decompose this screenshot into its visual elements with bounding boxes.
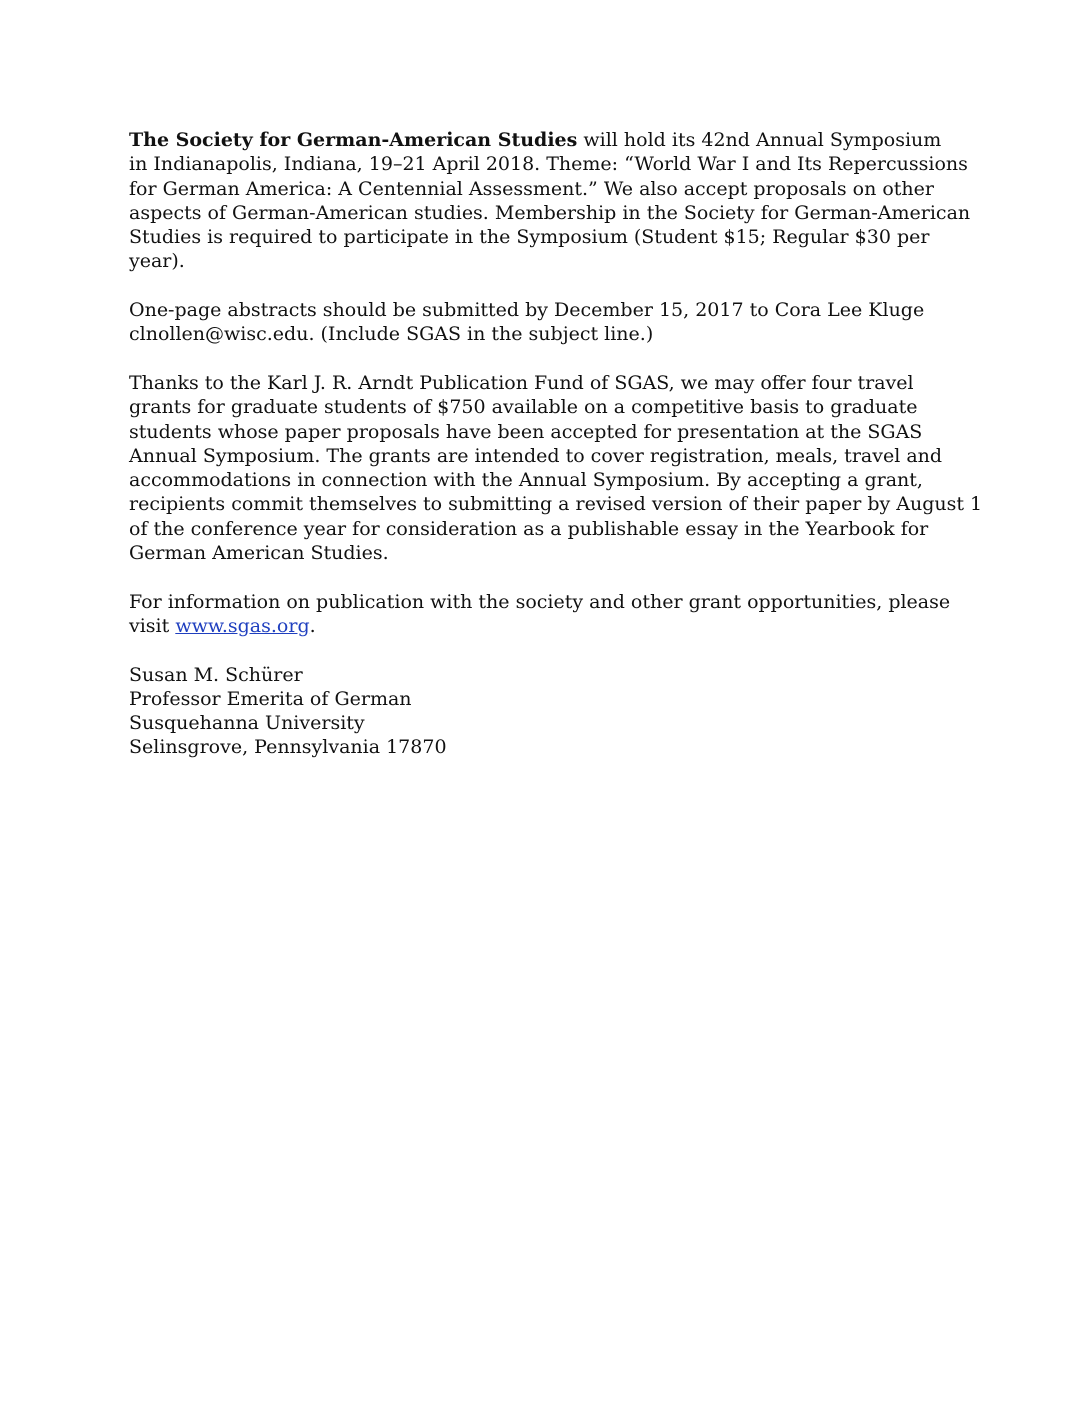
intro-line-1-rest: will hold its 42nd Annual Symposium — [577, 129, 942, 151]
abstracts-line-1: One-page abstracts should be submitted by December 15, 2017 to Cora Lee Kluge — [129, 299, 925, 322]
info-line-2 — [129, 614, 959, 638]
signature-institution: Susquehanna University — [129, 712, 365, 735]
grants-line-6: recipients commit themselves to submitting a revised version of their paper by August 1 — [129, 493, 983, 516]
grants-line-8: German American Studies. — [129, 542, 389, 565]
sgas-website-link[interactable]: www.sgas.org — [175, 614, 310, 637]
grants-line-7: of the conference year for consideration as a publishable essay in the Yearbook for — [129, 517, 929, 540]
abstracts-paragraph — [129, 298, 959, 347]
info-paragraph — [129, 590, 959, 639]
info-line-2-suffix: . — [309, 614, 316, 637]
signature-location: Selinsgrove, Pennsylvania 17870 — [129, 736, 447, 759]
info-visit-prefix: visit — [129, 614, 176, 637]
grants-line-4: Annual Symposium. The grants are intended to cover registration, meals, travel and — [129, 444, 943, 467]
intro-line-4: aspects of German-American studies. Membership in the Society for German-American — [129, 201, 971, 224]
document-page — [129, 128, 983, 760]
grants-paragraph — [129, 371, 983, 565]
intro-paragraph — [129, 128, 971, 274]
info-line-1: For information on publication with the society and other grant opportunities, please — [129, 590, 951, 613]
abstracts-line-2: clnollen@wisc.edu. (Include SGAS in the subject line.) — [129, 323, 654, 346]
intro-line-6: year). — [129, 250, 185, 273]
intro-line-5: Studies is required to participate in the Symposium (Student $15; Regular $30 per — [129, 226, 930, 249]
org-name: The Society for German-American Studies — [129, 129, 578, 151]
grants-line-5: accommodations in connection with the Annual Symposium. By accepting a grant, — [129, 469, 923, 492]
grants-line-1: Thanks to the Karl J. R. Arndt Publication Fund of SGAS, we may offer four travel — [129, 371, 914, 394]
grants-line-3: students whose paper proposals have been accepted for presentation at the SGAS — [129, 420, 923, 443]
signature-name: Susan M. Schürer — [129, 663, 303, 686]
signature-title: Professor Emerita of German — [129, 687, 412, 710]
grants-line-2: grants for graduate students of $750 available on a competitive basis to graduate — [129, 396, 918, 419]
intro-line-3: for German America: A Centennial Assessment.” We also accept proposals on other — [129, 177, 934, 200]
intro-line-1 — [129, 128, 959, 152]
intro-line-2: in Indianapolis, Indiana, 19–21 April 2018. Theme: “World War I and Its Repercussions — [129, 153, 968, 176]
signature-block — [129, 663, 959, 760]
